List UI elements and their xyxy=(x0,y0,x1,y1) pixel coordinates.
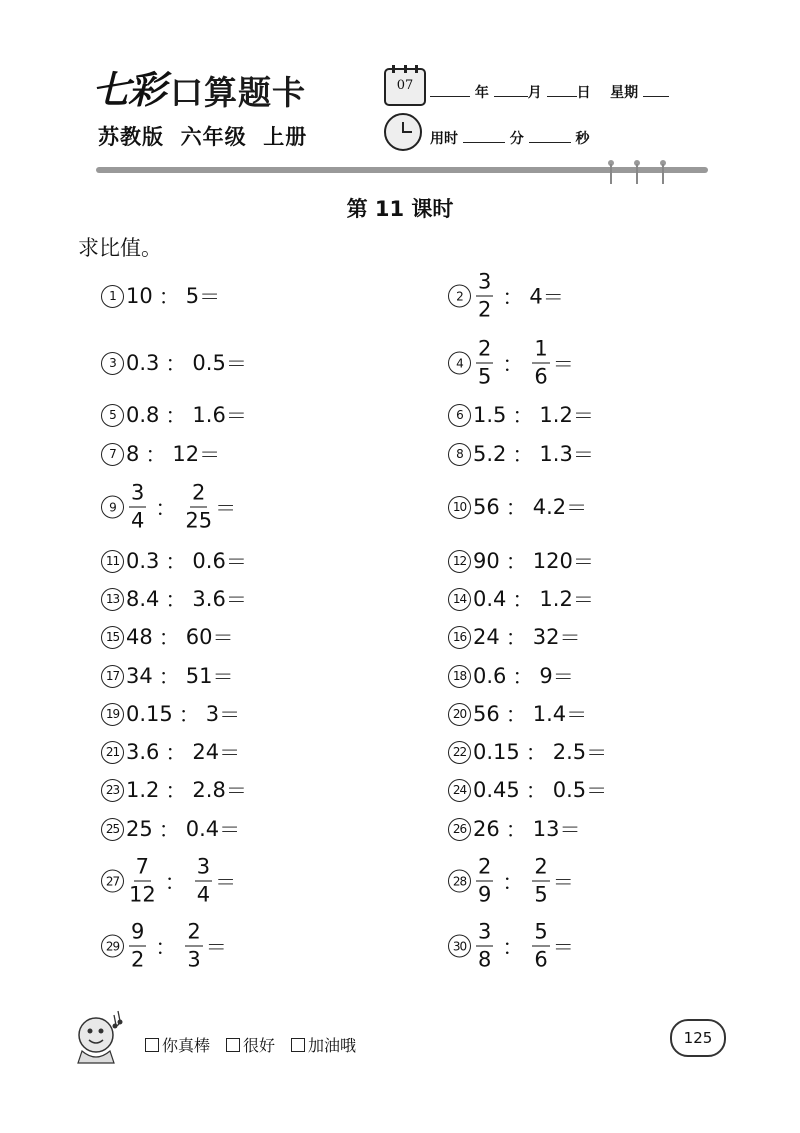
problem-number: 16 xyxy=(448,626,471,649)
problem-number: 5 xyxy=(101,404,124,427)
term: 1.2 xyxy=(126,778,160,802)
ratio-sign: ： xyxy=(165,550,187,574)
problem-number: 19 xyxy=(101,703,124,726)
problem-number: 15 xyxy=(101,626,124,649)
term: 8.4 xyxy=(126,587,160,611)
problem-item xyxy=(448,814,580,844)
term: 48 xyxy=(126,625,153,649)
problem-number: 26 xyxy=(448,818,471,841)
problem-item xyxy=(448,661,574,691)
ratio-sign: ： xyxy=(502,285,524,309)
volume: 上册 xyxy=(263,125,308,149)
denominator: 12 xyxy=(129,882,156,907)
ratio-sign: ： xyxy=(502,352,524,376)
denominator: 2 xyxy=(478,297,492,322)
problem-item xyxy=(101,480,237,533)
problem-number: 24 xyxy=(448,779,471,802)
equals-sign: ＝ xyxy=(572,550,594,574)
problem-number: 14 xyxy=(448,588,471,611)
book-subtitle xyxy=(98,121,307,151)
problem-number: 7 xyxy=(101,443,124,466)
equals-sign: ＝ xyxy=(572,443,594,467)
numerator: 2 xyxy=(185,922,202,947)
weekday-label: 星期 xyxy=(610,85,639,101)
ratio-sign: ： xyxy=(158,626,180,650)
problem-number: 20 xyxy=(448,703,471,726)
ratio-sign: ： xyxy=(165,404,187,428)
equals-sign: ＝ xyxy=(542,285,564,309)
rating-label: 你真棒 xyxy=(162,1036,211,1055)
term: 12 xyxy=(172,442,200,466)
equals-sign: ＝ xyxy=(219,741,241,765)
problem-item xyxy=(101,775,247,805)
equals-sign: ＝ xyxy=(552,935,574,959)
denominator: 8 xyxy=(478,947,492,972)
problem-item xyxy=(448,854,574,907)
ratio-sign: ： xyxy=(505,626,527,650)
equals-sign: ＝ xyxy=(566,703,588,727)
ratio-sign: ： xyxy=(502,870,524,894)
problem-number: 21 xyxy=(101,741,124,764)
ratio-sign: ： xyxy=(505,818,527,842)
equals-sign: ＝ xyxy=(225,352,247,376)
checkbox[interactable] xyxy=(291,1038,305,1052)
month-blank[interactable] xyxy=(494,82,528,97)
problem-item xyxy=(448,775,607,805)
month-label: 月 xyxy=(527,85,542,101)
equals-sign: ＝ xyxy=(572,588,594,612)
term: 0.3 xyxy=(126,351,160,375)
problem-number: 9 xyxy=(101,496,124,519)
denominator: 6 xyxy=(534,364,548,389)
fraction xyxy=(185,480,213,533)
numerator: 3 xyxy=(195,857,212,882)
numerator: 3 xyxy=(476,272,493,297)
fraction xyxy=(129,854,156,907)
problem-item xyxy=(448,737,607,767)
problem-item xyxy=(448,400,594,430)
term: 3.6 xyxy=(192,587,226,611)
ratio-sign: ： xyxy=(158,665,180,689)
equals-sign: ＝ xyxy=(205,935,227,959)
problem-item xyxy=(448,699,587,729)
ratio-sign: ： xyxy=(505,496,527,520)
equals-sign: ＝ xyxy=(225,404,247,428)
numerator: 2 xyxy=(190,483,207,508)
brand-stylized: 七彩 xyxy=(92,67,165,112)
ratio-sign: ： xyxy=(512,443,534,467)
header-divider xyxy=(96,167,708,173)
term: 56 xyxy=(473,702,500,726)
problem-item xyxy=(101,439,220,469)
problem-number: 12 xyxy=(448,550,471,573)
fraction xyxy=(195,854,212,907)
equals-sign: ＝ xyxy=(566,496,588,520)
numerator: 1 xyxy=(532,339,549,364)
equals-sign: ＝ xyxy=(225,588,247,612)
edition: 苏教版 xyxy=(98,125,164,149)
problem-number: 8 xyxy=(448,443,471,466)
fraction xyxy=(476,269,493,322)
equals-sign: ＝ xyxy=(219,818,241,842)
term: 0.8 xyxy=(126,403,160,427)
fraction xyxy=(532,336,549,389)
fraction xyxy=(476,919,493,972)
term: 5 xyxy=(185,284,200,308)
equals-sign: ＝ xyxy=(212,665,234,689)
term: 2.5 xyxy=(552,740,587,764)
equals-sign: ＝ xyxy=(212,626,234,650)
problem-number: 18 xyxy=(448,665,471,688)
term: 3 xyxy=(205,702,220,726)
ratio-sign: ： xyxy=(155,935,177,959)
term: 0.6 xyxy=(473,664,507,688)
rating-option[interactable] xyxy=(226,1033,275,1056)
problem-number: 27 xyxy=(101,870,124,893)
seconds-label: 秒 xyxy=(575,131,590,147)
equals-sign: ＝ xyxy=(225,550,247,574)
numerator: 7 xyxy=(134,857,151,882)
calendar-icon xyxy=(384,68,426,106)
problem-number: 25 xyxy=(101,818,124,841)
ratio-sign: ： xyxy=(512,588,534,612)
term: 4.2 xyxy=(532,495,567,519)
ratio-sign: ： xyxy=(502,935,524,959)
term: 25 xyxy=(126,817,153,841)
ratio-sign: ： xyxy=(145,443,167,467)
term: 9 xyxy=(539,664,553,688)
denominator: 6 xyxy=(534,947,548,972)
denominator: 4 xyxy=(196,882,211,907)
time-label: 用时 xyxy=(430,131,458,147)
weekday-blank[interactable] xyxy=(643,82,669,97)
problem-item xyxy=(101,348,247,378)
problem-number: 22 xyxy=(448,741,471,764)
date-fields xyxy=(430,82,669,102)
problem-number: 11 xyxy=(101,550,124,573)
term: 32 xyxy=(532,625,560,649)
problem-number: 30 xyxy=(448,935,471,958)
seconds-blank[interactable] xyxy=(529,128,571,143)
problem-number: 3 xyxy=(101,352,124,375)
problem-item xyxy=(101,854,237,907)
minutes-blank[interactable] xyxy=(463,128,505,143)
problem-item xyxy=(448,919,574,972)
problem-number: 1 xyxy=(101,285,124,308)
equals-sign: ＝ xyxy=(552,870,574,894)
denominator: 4 xyxy=(131,508,145,533)
equals-sign: ＝ xyxy=(215,870,237,894)
denominator: 5 xyxy=(534,882,548,907)
denominator: 9 xyxy=(478,882,492,907)
problem-item xyxy=(448,269,564,322)
problem-item xyxy=(101,281,220,311)
ratio-sign: ： xyxy=(505,703,527,727)
rating-label: 加油哦 xyxy=(308,1036,357,1055)
ratio-sign: ： xyxy=(158,285,180,309)
minutes-label: 分 xyxy=(509,131,524,147)
ratio-sign: ： xyxy=(165,588,187,612)
fraction xyxy=(476,336,493,389)
term: 34 xyxy=(126,664,153,688)
binder-pin-icon xyxy=(608,160,614,184)
brand-title: 口算题卡 xyxy=(170,73,307,112)
term: 24 xyxy=(192,740,220,764)
mascot-icon xyxy=(70,1005,132,1067)
page-number: 125 xyxy=(670,1019,726,1057)
term: 0.4 xyxy=(473,587,507,611)
equals-sign: ＝ xyxy=(572,404,594,428)
fraction xyxy=(532,854,549,907)
ratio-sign: ： xyxy=(512,404,534,428)
term: 120 xyxy=(532,549,573,573)
denominator: 5 xyxy=(478,364,492,389)
fraction xyxy=(476,854,493,907)
term: 90 xyxy=(473,549,500,573)
checkbox[interactable] xyxy=(226,1038,240,1052)
problem-item xyxy=(101,546,247,576)
term: 10 xyxy=(126,284,153,308)
problem-number: 6 xyxy=(448,404,471,427)
term: 0.15 xyxy=(126,702,173,726)
equals-sign: ＝ xyxy=(586,779,608,803)
day-label: 日 xyxy=(576,85,591,101)
clock-icon xyxy=(384,113,422,151)
time-fields xyxy=(430,128,590,148)
brand-logo xyxy=(92,67,307,114)
problem-number: 28 xyxy=(448,870,471,893)
grade: 六年级 xyxy=(180,125,247,149)
term: 24 xyxy=(473,625,500,649)
numerator: 9 xyxy=(129,922,146,947)
term: 56 xyxy=(473,495,500,519)
instruction: 求比值。 xyxy=(78,236,162,260)
problem-number: 2 xyxy=(448,285,471,308)
term: 0.5 xyxy=(192,351,226,375)
problem-item xyxy=(448,546,594,576)
problem-number: 23 xyxy=(101,779,124,802)
binder-pin-icon xyxy=(660,160,666,184)
term: 0.45 xyxy=(473,778,520,802)
problem-item xyxy=(101,584,247,614)
ratio-sign: ： xyxy=(165,779,187,803)
problem-item xyxy=(101,661,233,691)
term: 2.8 xyxy=(192,778,226,802)
problem-item xyxy=(101,814,240,844)
term: 1.5 xyxy=(473,403,507,427)
fraction xyxy=(532,919,549,972)
problem-number: 10 xyxy=(448,496,471,519)
problem-number: 17 xyxy=(101,665,124,688)
term: 1.6 xyxy=(192,403,226,427)
self-rating xyxy=(145,1033,356,1056)
year-label: 年 xyxy=(474,85,489,101)
problem-item xyxy=(448,336,574,389)
term: 1.2 xyxy=(539,587,573,611)
ratio-sign: ： xyxy=(505,550,527,574)
equals-sign: ＝ xyxy=(225,779,247,803)
ratio-sign: ： xyxy=(164,870,186,894)
rating-option[interactable] xyxy=(291,1033,356,1056)
term: 0.4 xyxy=(185,817,220,841)
term: 60 xyxy=(185,625,213,649)
term: 13 xyxy=(532,817,560,841)
term: 0.15 xyxy=(473,740,520,764)
problem-item xyxy=(448,492,587,522)
rating-label: 很好 xyxy=(243,1036,276,1055)
term: 3.6 xyxy=(126,740,160,764)
problem-item xyxy=(101,737,240,767)
term: 1.3 xyxy=(539,442,573,466)
problem-item xyxy=(101,699,240,729)
equals-sign: ＝ xyxy=(552,352,574,376)
term: 26 xyxy=(473,817,500,841)
numerator: 2 xyxy=(532,857,549,882)
term: 4 xyxy=(529,284,543,308)
binder-pin-icon xyxy=(634,160,640,184)
numerator: 2 xyxy=(476,857,493,882)
problem-number: 4 xyxy=(448,352,471,375)
numerator: 3 xyxy=(476,922,493,947)
day-blank[interactable] xyxy=(547,82,577,97)
problem-number: 29 xyxy=(101,935,124,958)
denominator: 25 xyxy=(185,508,213,533)
equals-sign: ＝ xyxy=(199,443,221,467)
equals-sign: ＝ xyxy=(215,496,237,520)
problem-number: 13 xyxy=(101,588,124,611)
term: 0.6 xyxy=(192,549,226,573)
ratio-sign: ： xyxy=(512,665,534,689)
term: 1.4 xyxy=(532,702,567,726)
problem-item xyxy=(101,622,233,652)
calendar-number: 07 xyxy=(396,78,414,93)
ratio-sign: ： xyxy=(165,741,187,765)
equals-sign: ＝ xyxy=(552,665,574,689)
ratio-sign: ： xyxy=(178,703,200,727)
problem-item xyxy=(101,919,227,972)
term: 8 xyxy=(126,442,140,466)
equals-sign: ＝ xyxy=(219,703,241,727)
lesson-title: 第 11 课时 xyxy=(346,197,454,221)
fraction xyxy=(185,919,202,972)
denominator: 2 xyxy=(131,947,145,972)
problem-item xyxy=(448,439,594,469)
term: 51 xyxy=(185,664,213,688)
term: 5.2 xyxy=(473,442,507,466)
numerator: 3 xyxy=(129,483,146,508)
equals-sign: ＝ xyxy=(199,285,221,309)
fraction xyxy=(129,919,146,972)
term: 0.3 xyxy=(126,549,160,573)
equals-sign: ＝ xyxy=(586,741,608,765)
ratio-sign: ： xyxy=(158,818,180,842)
term: 0.5 xyxy=(552,778,587,802)
year-blank[interactable] xyxy=(430,82,470,97)
checkbox[interactable] xyxy=(145,1038,159,1052)
ratio-sign: ： xyxy=(525,741,547,765)
equals-sign: ＝ xyxy=(559,626,581,650)
problem-item xyxy=(448,622,580,652)
term: 1.2 xyxy=(539,403,573,427)
rating-option[interactable] xyxy=(145,1033,210,1056)
ratio-sign: ： xyxy=(525,779,547,803)
denominator: 3 xyxy=(187,947,201,972)
ratio-sign: ： xyxy=(155,496,177,520)
numerator: 5 xyxy=(532,922,549,947)
problem-item xyxy=(448,584,594,614)
ratio-sign: ： xyxy=(165,352,187,376)
equals-sign: ＝ xyxy=(559,818,581,842)
fraction xyxy=(129,480,146,533)
problem-item xyxy=(101,400,247,430)
numerator: 2 xyxy=(476,339,493,364)
